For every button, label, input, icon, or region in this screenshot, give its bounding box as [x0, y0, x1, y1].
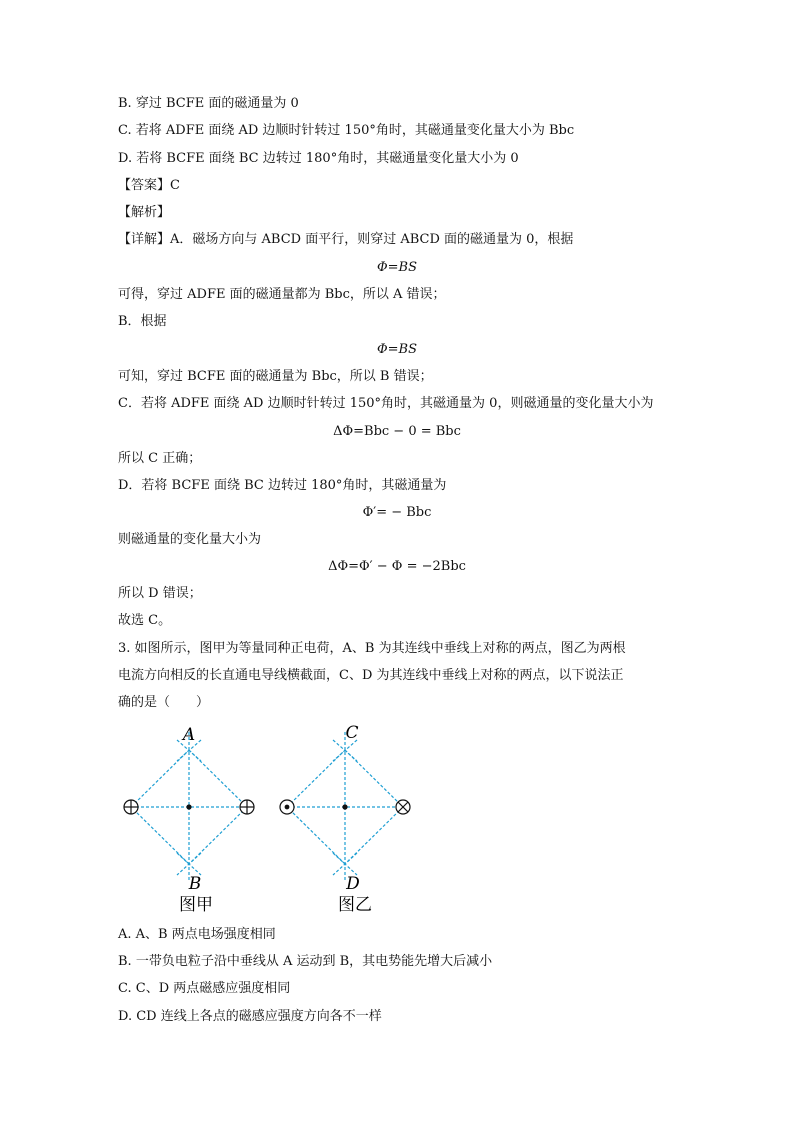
positive-charge-left-icon [124, 800, 138, 814]
question-3-line-3: 确的是（ ） [118, 695, 210, 710]
b-head: B．根据 [118, 314, 167, 329]
yi-midpoint-dot [342, 804, 347, 809]
yi-edge-left-bottom [287, 807, 345, 864]
answer-option-a: A. A、B 两点电场强度相同 [118, 927, 276, 942]
label-c: C [345, 723, 359, 743]
jia-midpoint-dot [186, 804, 191, 809]
formula-4: Φ′= − Bbc [362, 505, 432, 520]
positive-charge-right-icon [240, 800, 254, 814]
option-c: C. 若将 ADFE 面绕 AD 边顺时针转过 150°角时，其磁通量变化量大小为 Bbc [118, 123, 575, 138]
label-b: B [188, 874, 202, 894]
label-d: D [346, 874, 360, 894]
figure-jia [124, 725, 254, 915]
yi-edge-right-bottom [345, 807, 403, 864]
question-3-line-1: 3. 如图所示，图甲为等量同种正电荷，A、B 为其连线中垂线上对称的两点，图乙为两根 [118, 641, 626, 656]
option-d: D. 若将 BCFE 面绕 BC 边转过 180°角时，其磁通量变化量大小为 0 [118, 151, 519, 166]
formula-1: Φ=BS [376, 260, 417, 275]
label-a: A [182, 725, 196, 745]
detail-a: 【详解】A．磁场方向与 ABCD 面平行，则穿过 ABCD 面的磁通量为 0，根据 [118, 232, 574, 247]
question-3-figure [118, 718, 418, 918]
d-result: 所以 D 错误； [118, 586, 202, 601]
caption-yi: 图乙 [338, 895, 372, 915]
formula-2: Φ=BS [376, 342, 417, 357]
d-mid: 则磁通量的变化量大小为 [118, 532, 262, 547]
formula-5: ΔΦ=Φ′ − Φ = −2Bbc [328, 559, 466, 574]
b-result: 可知，穿过 BCFE 面的磁通量为 Bbc，所以 B 错误； [118, 369, 433, 384]
answer-option-c: C. C、D 两点磁感应强度相同 [118, 981, 291, 996]
analysis-heading: 【解析】 [118, 205, 171, 220]
current-into-page-icon [396, 800, 410, 814]
answer: 【答案】C [118, 178, 180, 193]
caption-jia: 图甲 [179, 895, 213, 915]
c-result: 所以 C 正确； [118, 451, 202, 466]
conclusion: 故选 C。 [118, 613, 172, 628]
c-head: C．若将 ADFE 面绕 AD 边顺时针转过 150°角时，其磁通量为 0，则磁通量的变化量大小为 [118, 396, 654, 411]
current-out-of-page-icon [280, 800, 294, 814]
a-result: 可得，穿过 ADFE 面的磁通量都为 Bbc，所以 A 错误； [118, 287, 446, 302]
formula-3: ΔΦ=Bbc − 0 = Bbc [333, 424, 461, 439]
question-3-line-2: 电流方向相反的长直通电导线横截面，C、D 为其连线中垂线上对称的两点，以下说法正 [118, 668, 624, 683]
jia-edge-left-bottom [131, 807, 189, 864]
answer-option-b: B. 一带负电粒子沿中垂线从 A 运动到 B，其电势能先增大后减小 [118, 954, 493, 969]
answer-option-d: D. CD 连线上各点的磁感应强度方向各不一样 [118, 1009, 382, 1024]
jia-edge-right-bottom [189, 807, 247, 864]
figure-yi [280, 723, 410, 915]
option-b: B. 穿过 BCFE 面的磁通量为 0 [118, 96, 299, 111]
d-head: D．若将 BCFE 面绕 BC 边转过 180°角时，其磁通量为 [118, 478, 447, 493]
